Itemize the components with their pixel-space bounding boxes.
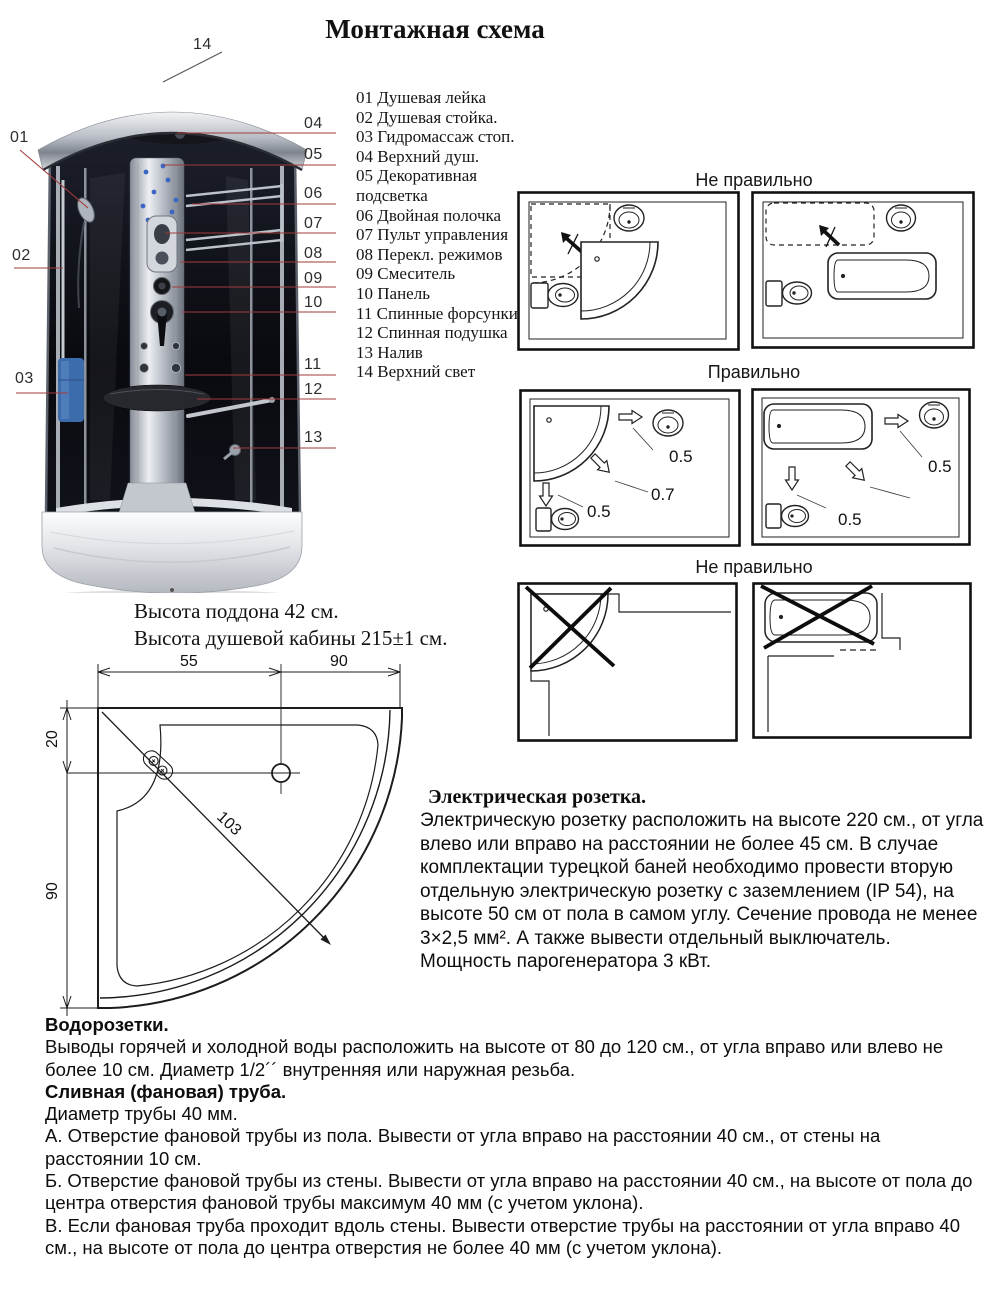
bathtub-plan [828, 253, 936, 299]
distance-value: 0.7 [651, 485, 675, 504]
list-item: 11 Спинные форсунки [356, 303, 518, 323]
tray-height-note: Высота поддона 42 см. [134, 599, 339, 623]
callout-12: 12 [304, 381, 323, 398]
parts-list [356, 88, 531, 382]
list-item: 08 Перекл. режимов [356, 244, 503, 264]
list-item: 03 Гидромассаж стоп. [356, 127, 515, 147]
list-item: 02 Душевая стойка. [356, 107, 498, 127]
bottom-text [45, 1014, 975, 1259]
label-correct: Правильно [707, 362, 801, 382]
arrow-right-icon [885, 415, 908, 428]
diagram-wrong-niche-shower [517, 582, 738, 742]
distance-value: 0.5 [838, 510, 862, 529]
no-open-arrow-icon [561, 232, 583, 254]
callout-01: 01 [10, 129, 29, 146]
dim-103: 103 [213, 808, 245, 840]
drain-hole-symbol [67, 664, 300, 794]
toilet-icon [766, 281, 812, 306]
list-item: 12 Спинная подушка [356, 323, 508, 343]
diagram-wrong-shower [517, 191, 740, 351]
toilet-icon [531, 283, 578, 308]
diagram-correct-bathtub [751, 388, 971, 546]
water-outlets-heading: Водорозетки. [45, 1014, 169, 1035]
arrow-diagonal-icon [843, 459, 868, 484]
diagonal-dimension [102, 712, 331, 945]
callout-10: 10 [304, 294, 323, 311]
callout-05: 05 [304, 146, 323, 163]
callout-03: 03 [15, 370, 34, 387]
list-item: 14 Верхний свет [356, 362, 476, 382]
distance-value: 0.5 [587, 502, 611, 521]
sink-icon [614, 205, 644, 231]
label-wrong-top: Не правильно [695, 170, 813, 190]
dim-55: 55 [180, 653, 198, 670]
callout-14: 14 [193, 36, 212, 53]
bathtub-plan [764, 404, 872, 449]
toilet-icon [766, 504, 809, 528]
callout-02: 02 [12, 247, 31, 264]
drain-item-v: В. Если фановая труба проходит вдоль стены. Вывести отверстие трубы на расстоянии от угла вправо 40 см., на высоте от пола до центра отверстия не более 40 мм (с учетом уклона). [45, 1214, 960, 1258]
sink-icon [653, 410, 683, 436]
sink-icon [920, 402, 949, 428]
callout-11: 11 [304, 356, 322, 373]
water-outlets-symbol [140, 748, 176, 783]
callout-04: 04 [304, 115, 323, 132]
water-outlets-body: Выводы горячей и холодной воды расположить на высоте от 80 до 120 см., от угла вправо или влево не более 10 см. Диаметр 1/2´´ внутренняя или наружная резьба. [45, 1036, 944, 1080]
dimension-lines [60, 664, 400, 1016]
arrow-diagonal-icon [588, 451, 613, 476]
distance-value: 0.5 [669, 447, 693, 466]
list-item: 07 Пульт управления [356, 225, 509, 245]
corner-tray-plan [581, 242, 658, 319]
list-item: 01 Душевая лейка [356, 88, 487, 107]
toilet-icon [536, 508, 579, 531]
dim-20: 20 [44, 730, 61, 748]
label-wrong-bottom: Не правильно [695, 557, 813, 577]
list-item: 09 Смеситель [356, 264, 456, 284]
tray-outline [98, 708, 402, 1008]
dim-90-side: 90 [44, 882, 61, 900]
door-zone-dashed [766, 203, 874, 245]
callout-09: 09 [304, 270, 323, 287]
callout-13: 13 [304, 429, 323, 446]
tray-dimension-drawing [40, 648, 435, 1023]
cabin-height-note: Высота душевой кабины 215±1 см. [134, 626, 448, 650]
drain-pipe-heading: Сливная (фановая) труба. [45, 1080, 287, 1102]
no-open-arrow-icon [819, 225, 839, 247]
dim-90-top: 90 [330, 653, 348, 670]
drain-item-b: Б. Отверстие фановой трубы из стены. Вывести от угла вправо на расстоянии 40 см., на высоте от пола до центра отверстия фановой трубы максимум 40 мм (с учетом уклона). [45, 1170, 973, 1214]
list-item: 04 Верхний душ. [356, 146, 480, 166]
electrical-heading: Электрическая розетка. [428, 786, 647, 808]
arrow-right-icon [619, 411, 642, 424]
callout-lines [0, 0, 345, 470]
distance-value: 0.5 [928, 457, 952, 476]
arrow-down-icon [540, 483, 553, 506]
page-title: Монтажная схема [325, 14, 545, 44]
list-item: 10 Панель [356, 283, 430, 303]
list-item: 06 Двойная полочка [356, 205, 502, 225]
corner-tray-plan [531, 594, 608, 671]
diagram-correct-shower [519, 389, 741, 547]
drain-diameter: Диаметр трубы 40 мм. [45, 1103, 238, 1125]
list-item: 05 Декоративная подсветка [356, 166, 478, 205]
electrical-text: Электрическую розетку расположить на высоте 220 см., от угла влево или вправо на расстоянии не более 45 см. В случае комплектации турецкой баней необходимо провести вторую отдельную электрическую розетку с заземлением (IP 54), на высоте 50 см от пола в самом углу. Сечение провода не менее 3×2,5 мм². А также вывести отдельный выключатель. [420, 810, 984, 949]
sink-icon [887, 205, 916, 231]
diagram-wrong-bathtub [751, 191, 975, 349]
callout-07: 07 [304, 215, 323, 232]
height-notes [134, 598, 514, 652]
callout-06: 06 [304, 185, 323, 202]
diagram-wrong-niche-bathtub [752, 582, 972, 739]
steam-power-note: Мощность парогенератора 3 кВт. [420, 951, 712, 972]
electrical-body [420, 809, 992, 974]
arrow-down-icon [786, 467, 799, 490]
drain-item-a: А. Отверстие фановой трубы из пола. Вывести от угла вправо на расстоянии 40 см., от стены на расстоянии 10 см. [45, 1125, 881, 1169]
list-item: 13 Налив [356, 342, 423, 362]
callout-08: 08 [304, 245, 323, 262]
